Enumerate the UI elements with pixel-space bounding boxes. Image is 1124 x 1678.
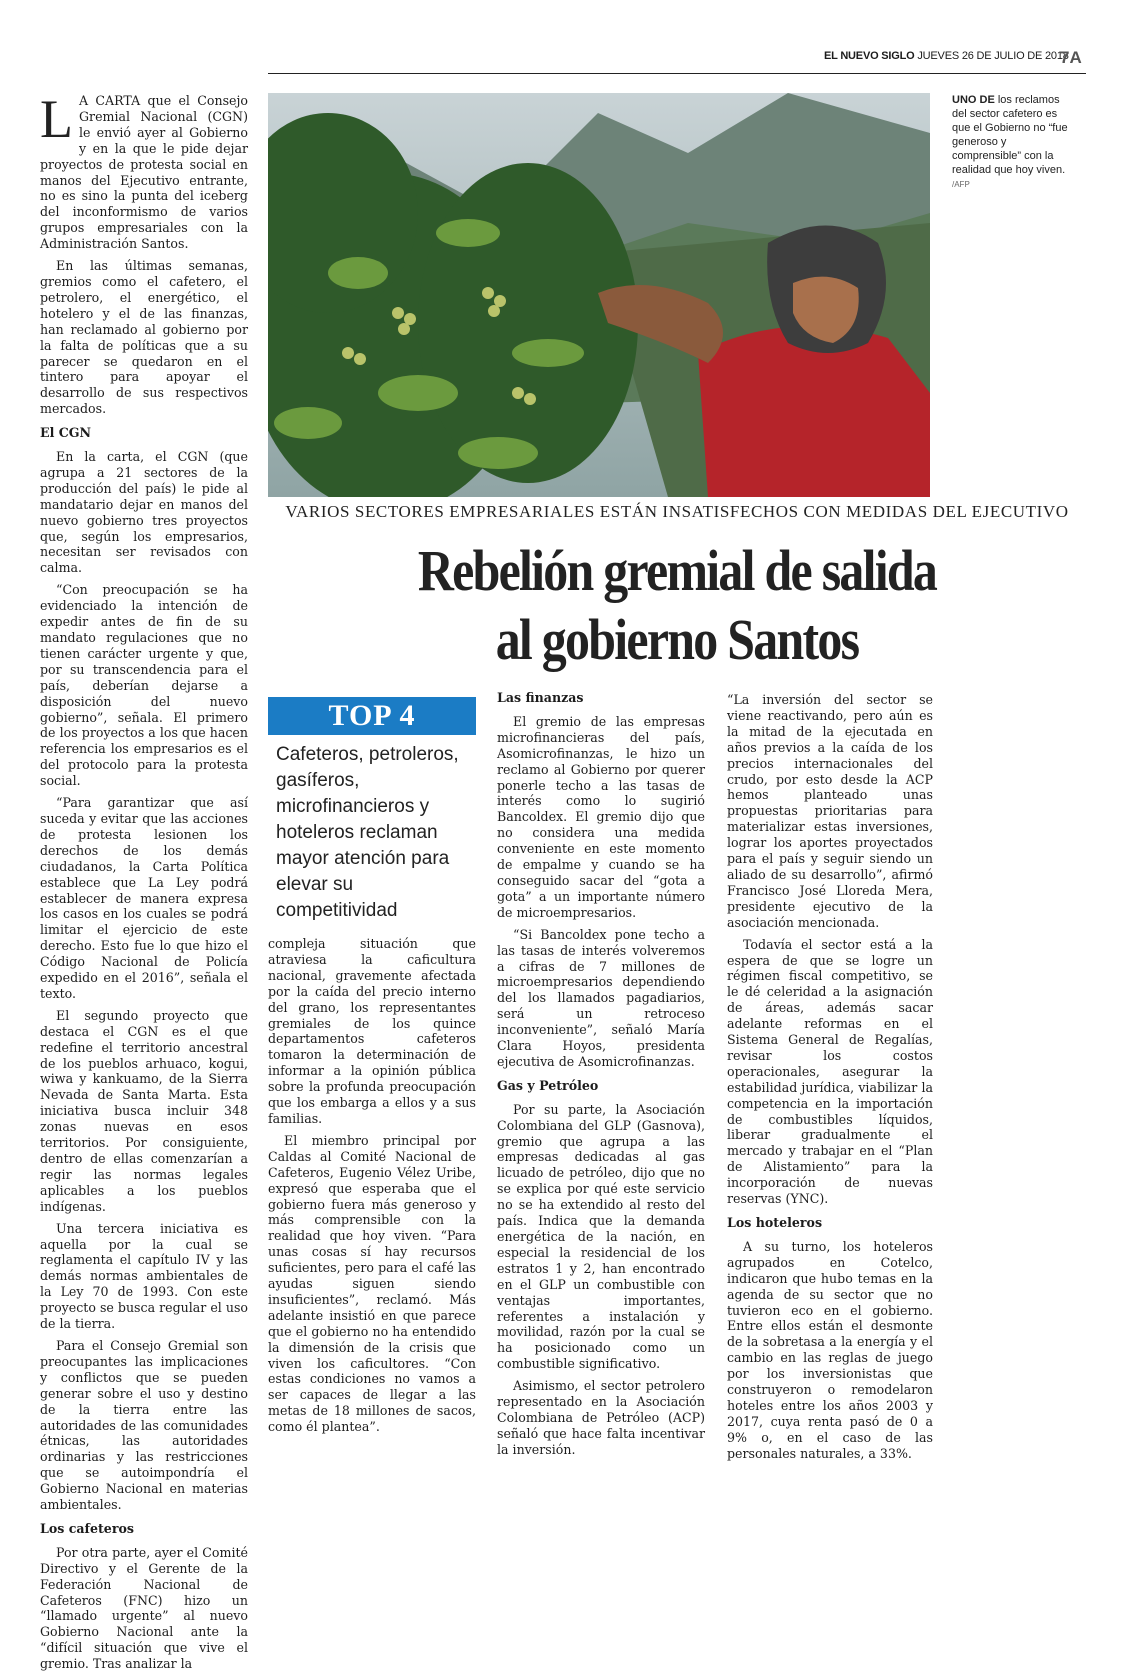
photo-credit: /AFP (952, 180, 970, 189)
paragraph: Una tercera iniciativa es aquella por la cual se reglamenta el capítulo IV y las demás normas ambientales de la Ley 70 de 1993. Con este proyecto se busca regular el uso de la tierra. (40, 1220, 248, 1332)
subhead-hoteleros: Los hoteleros (727, 1215, 823, 1230)
photo-caption (952, 93, 1076, 192)
article-column-2 (268, 936, 476, 1441)
paragraph: compleja situación que atraviesa la caficultura nacional, gravemente afectada por la caída del precio interno del grano, los representantes gremiales de los quince departamentos cafeteros tomaron la determinación de informar a la opinión pública sobre la profunda preocupación que los embarga a ellos y a sus familias. (268, 936, 476, 1126)
headline-line-1: Rebelión gremial de salida (417, 538, 937, 603)
top4-summary: Cafeteros, petroleros, gasíferos, microfinancieros y hoteleros reclaman mayor atención para elevar su competitividad (276, 744, 459, 921)
photo-illustration (268, 93, 930, 497)
caption-lead: UNO DE (952, 94, 995, 106)
caption-text: los reclamos del sector cafetero es que el Gobierno no “fue generoso y comprensible” con la realidad que hoy viven. (952, 94, 1068, 176)
coffee-harvest-photo (268, 93, 930, 497)
masthead (824, 50, 1069, 62)
lead-paragraph (40, 89, 248, 252)
paragraph: “Con preocupación se ha evidenciado la intención de expedir antes de fin de su mandato regulaciones que no tienen carácter urgente y que, por su transcendencia para el país, deberían dejarse a disposición del nuevo gobierno”, señala. El primero de los proyectos a los que hacen referencia los empresarios es el del protocolo para la protesta social. (40, 582, 248, 789)
article-column-4 (727, 692, 933, 1468)
paragraph: El miembro principal por Caldas al Comité Nacional de Cafeteros, Eugenio Vélez Uribe, expresó que esperaba que el gobierno fuera más generoso y más comprensible con la realidad que hoy viven. “Para unas cosas sí hay recursos suficientes, pero para el café las ayudas siguen siendo insuficientes”, reclamó. Más adelante insistió en que parece que el gobierno no ha entendido la dimensión de la crisis que viven los caficultores. “Con estas condiciones no vamos a ser capaces de llegar a las metas de 18 millones de sacos, como él plantea”. (268, 1132, 476, 1435)
subhead-cafeteros: Los cafeteros (40, 1520, 134, 1536)
kicker: VARIOS SECTORES EMPRESARIALES ESTÁN INSATISFECHOS CON MEDIDAS DEL EJECUTIVO (285, 502, 1069, 521)
paper-name: EL NUEVO SIGLO (824, 50, 915, 62)
paragraph: El gremio de las empresas microfinancieras del país, Asomicrofinanzas, le hizo un reclamo al Gobierno por querer ponerle techo a las tasas de interés como lo sugirió Bancoldex. El gremio dijo que no considera una medida conveniente en este momento de empalme y cuando se ha conseguido sacar del “gota a gota” a un importante número de microempresarios. (497, 713, 705, 920)
subhead-gas-petroleo: Gas y Petróleo (497, 1077, 599, 1093)
paragraph: A su turno, los hoteleros agrupados en Cotelco, indicaron que hubo temas en la agenda de su sector que no tuvieron eco en el gobierno. Entre ellos están el desmonte de la sobretasa a la energía y el cambio en las reglas de juego por los inversionistas que construyeron o remodelaron hoteles entre los años 2003 y 2017, cuya renta pasó de 0 a 9% o, en el caso de las personales naturales, a 33%. (727, 1238, 933, 1461)
paragraph: Por otra parte, ayer el Comité Directivo y el Gerente de la Federación Nacional de Cafeteros (FNC) hizo un “llamado urgente” al nuevo Gobierno Nacional ante la “difícil situación que vive el gremio. Tras analizar la (40, 1544, 248, 1672)
top4-label: TOP 4 (268, 697, 476, 735)
paragraph: Asimismo, el sector petrolero representado en la Asociación Colombiana de Petróleo (ACP) señaló que hace falta incentivar la inversión. (497, 1378, 705, 1457)
paragraph: Para el Consejo Gremial son preocupantes las implicaciones y conflictos que se pueden generar sobre el uso y destino de la tierra entre las autoridades de las comunidades étnicas, las autoridades ordinarias y las restricciones que se autoimpondría el Gobierno Nacional en materias ambientales. (40, 1337, 248, 1513)
paragraph: “Si Bancoldex pone techo a las tasas de interés volveremos a cifras de 7 millones de microempresarios dependiendo del los llamados pagadiarios, será un retroceso inconveniente”, señaló María Clara Hoyos, presidenta ejecutiva de Asomicrofinanzas. (497, 926, 705, 1069)
issue-date: JUEVES 26 DE JULIO DE 2018 (917, 50, 1069, 62)
paragraph: “Para garantizar que así suceda y evitar que las acciones de protesta lesionen los derechos de los demás ciudadanos, la Carta Política establece que La Ley podrá establecer de manera expresa los casos en los cuales se podrá limitar el ejercicio de este derecho. Esto fue lo que hizo el Código Nacional de Policía expedido en el 2016”, señala el texto. (40, 795, 248, 1001)
subhead-cgn: El CGN (40, 425, 92, 441)
article-column-1 (40, 89, 248, 1678)
header-rule (268, 73, 1086, 74)
headline (325, 536, 1028, 674)
subhead-finanzas: Las finanzas (497, 690, 584, 705)
page-number: 7A (1060, 48, 1082, 67)
paragraph: En las últimas semanas, gremios como el cafetero, el petrolero, el energético, el hotelero y el de las finanzas, han reclamado al gobierno por la falta de políticas que a su parecer se quedaron en el tintero para apoyar el desarrollo de sus respectivos mercados. (40, 258, 248, 417)
paragraph: En la carta, el CGN (que agrupa a 21 sectores de la producción del país) le pide al mandatario dejar en manos del nuevo gobierno tres proyectos que, según los empresarios, necesitan ser revisados con calma. (40, 449, 248, 576)
paragraph: “La inversión del sector se viene reactivando, pero aún es la mitad de la ejecutada en años previos a la caída de los precios internacionales del crudo, por esto desde la ACP hemos planteado unas propuestas prioritarias para materializar estas inversiones, lograr los aportes proyectados para el país y seguir siendo un aliado de su desarrollo”, afirmó Francisco José Lloreda Mera, presidente ejecutivo de la asociación mencionada. (727, 692, 933, 930)
article-column-3 (497, 690, 705, 1464)
drop-cap: L (40, 89, 73, 149)
paragraph: Todavía el sector está a la espera de que se logre un régimen fiscal competitivo, se le dé celeridad a la asignación de áreas, además sacar adelante reformas en el Sistema General de Regalías, revisar los costos operacionales, asegurar la estabilidad jurídica, viabilizar la competencia en la importación de combustibles líquidos, liberar gradualmente el mercado y trabajar en el “Plan de Alistamiento” para la incorporación de nuevas reservas (YNC). (727, 936, 933, 1207)
headline-line-2: al gobierno Santos (495, 607, 859, 672)
paragraph: Por su parte, la Asociación Colombiana del GLP (Gasnova), gremio que agrupa a las empresas dedicadas al gas licuado de petróleo, dijo que no se explica por qué este servicio no se ha extendido al resto del país. Indica que la demanda energética de la nación, en especial la residencial de los estratos 1 y 2, han encontrado en el GLP un combustible con ventajas importantes, referentes a instalación y movilidad, razón por la cual se ha posicionado como un combustible significativo. (497, 1101, 705, 1372)
lead-text: A CARTA que el Consejo Gremial Nacional (CGN) le envió ayer al Gobierno y en la que le pide dejar proyectos de protesta social en manos del Ejecutivo entrante, no es sino la punta del iceberg del inconformismo de varios grupos empresariales con la Administración Santos. (40, 93, 248, 252)
paragraph: El segundo proyecto que destaca el CGN es el que redefine el territorio ancestral de los pueblos arhuaco, kogui, wiwa y kankuamo, de la Sierra Nevada de Santa Marta. Esta iniciativa busca incluir 348 zonas nuevas en esos territorios. Por consiguiente, dentro de ellas comenzarían a regir las normas legales aplicables a los pueblos indígenas. (40, 1007, 248, 1214)
